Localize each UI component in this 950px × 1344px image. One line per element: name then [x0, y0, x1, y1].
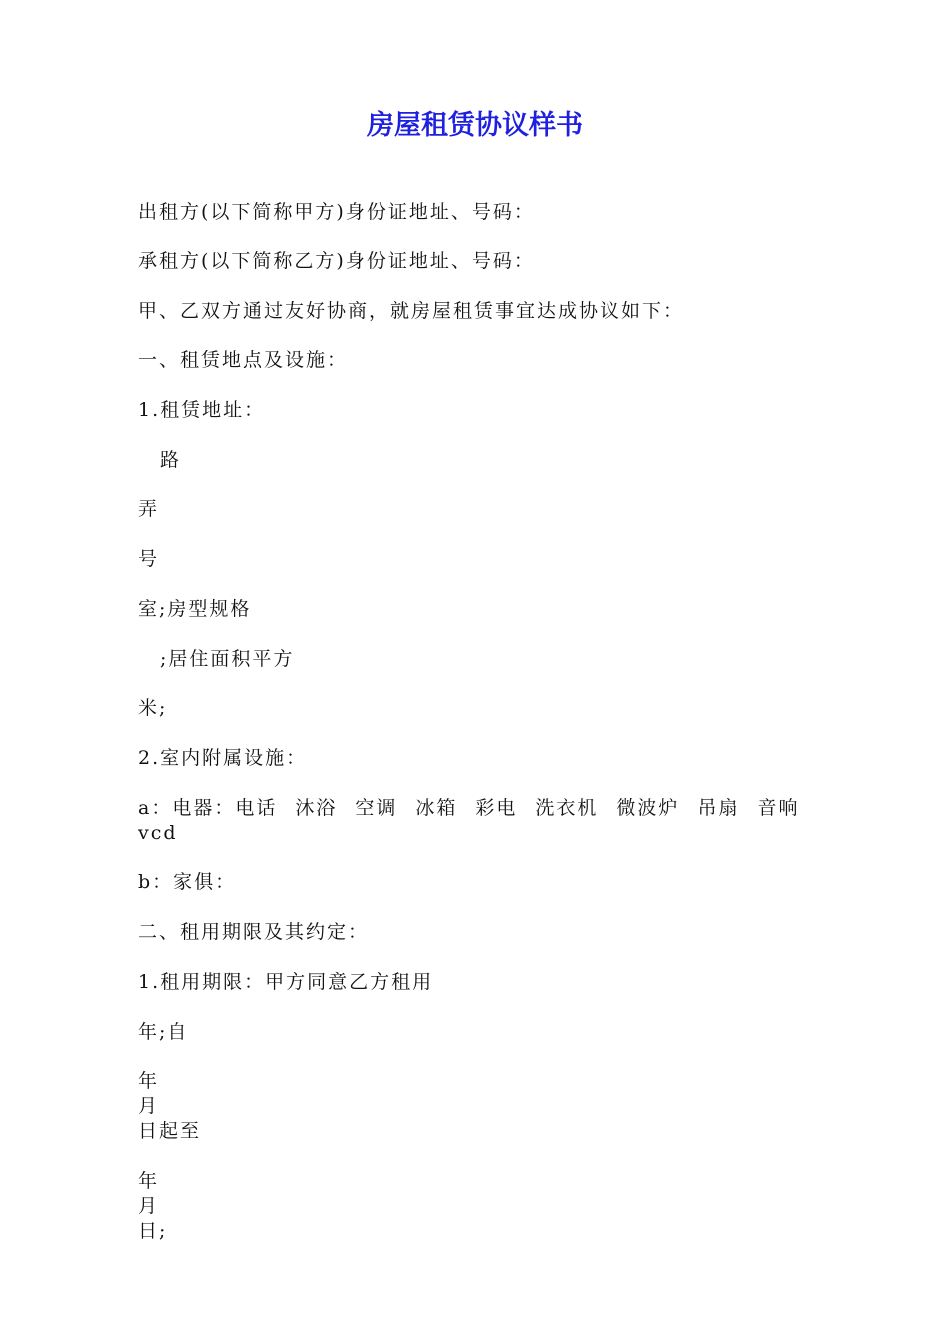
appliance-item: 电话: [235, 797, 278, 819]
start-day: 日起至: [138, 1120, 202, 1142]
address-number: 号: [138, 548, 160, 570]
paragraph-lessor: 出租方(以下简称甲方)身份证地址、号码：: [138, 201, 535, 223]
start-date: [138, 1069, 828, 1144]
paragraph-intro: 甲、乙双方通过友好协商，就房屋租赁事宜达成协议如下：: [138, 300, 685, 322]
document-title: 房屋租赁协议样书: [367, 110, 583, 141]
address-road: 路: [160, 449, 182, 471]
appliance-item: 微波炉: [616, 797, 680, 819]
section-2-heading: 二、租用期限及其约定：: [138, 921, 370, 943]
paragraph-lessee: 承租方(以下简称乙方)身份证地址、号码：: [138, 250, 535, 272]
start-year: 年: [138, 1070, 160, 1092]
area-unit: 米;: [138, 697, 168, 719]
address-lane: 弄: [138, 498, 160, 520]
living-area: ;居住面积平方: [160, 648, 295, 670]
end-date: [138, 1169, 828, 1244]
appliances-label: a：电器：: [138, 797, 236, 819]
appliance-item: 沐浴: [295, 797, 338, 819]
appliance-item: 音响: [757, 797, 800, 819]
address-room: 室;房型规格: [138, 598, 252, 620]
appliance-item: 冰箱: [415, 797, 458, 819]
section-1-1-address: 1.租赁地址：: [138, 399, 266, 421]
section-2-1-term: 1.租用期限：甲方同意乙方租用: [138, 971, 434, 993]
appliance-item-vcd: vcd: [138, 822, 178, 844]
appliance-item: 洗衣机: [535, 797, 599, 819]
end-month: 月: [138, 1195, 160, 1217]
term-years: 年;自: [138, 1021, 189, 1043]
appliances-list: [138, 796, 828, 846]
appliance-item: 空调: [355, 797, 398, 819]
appliance-item: 吊扇: [697, 797, 740, 819]
appliance-item: 彩电: [475, 797, 518, 819]
furniture-line: b：家俱：: [138, 871, 237, 893]
section-1-heading: 一、租赁地点及设施：: [138, 349, 349, 371]
start-month: 月: [138, 1095, 160, 1117]
section-1-2-facilities: 2.室内附属设施：: [138, 747, 308, 769]
end-day: 日;: [138, 1220, 168, 1242]
end-year: 年: [138, 1170, 160, 1192]
